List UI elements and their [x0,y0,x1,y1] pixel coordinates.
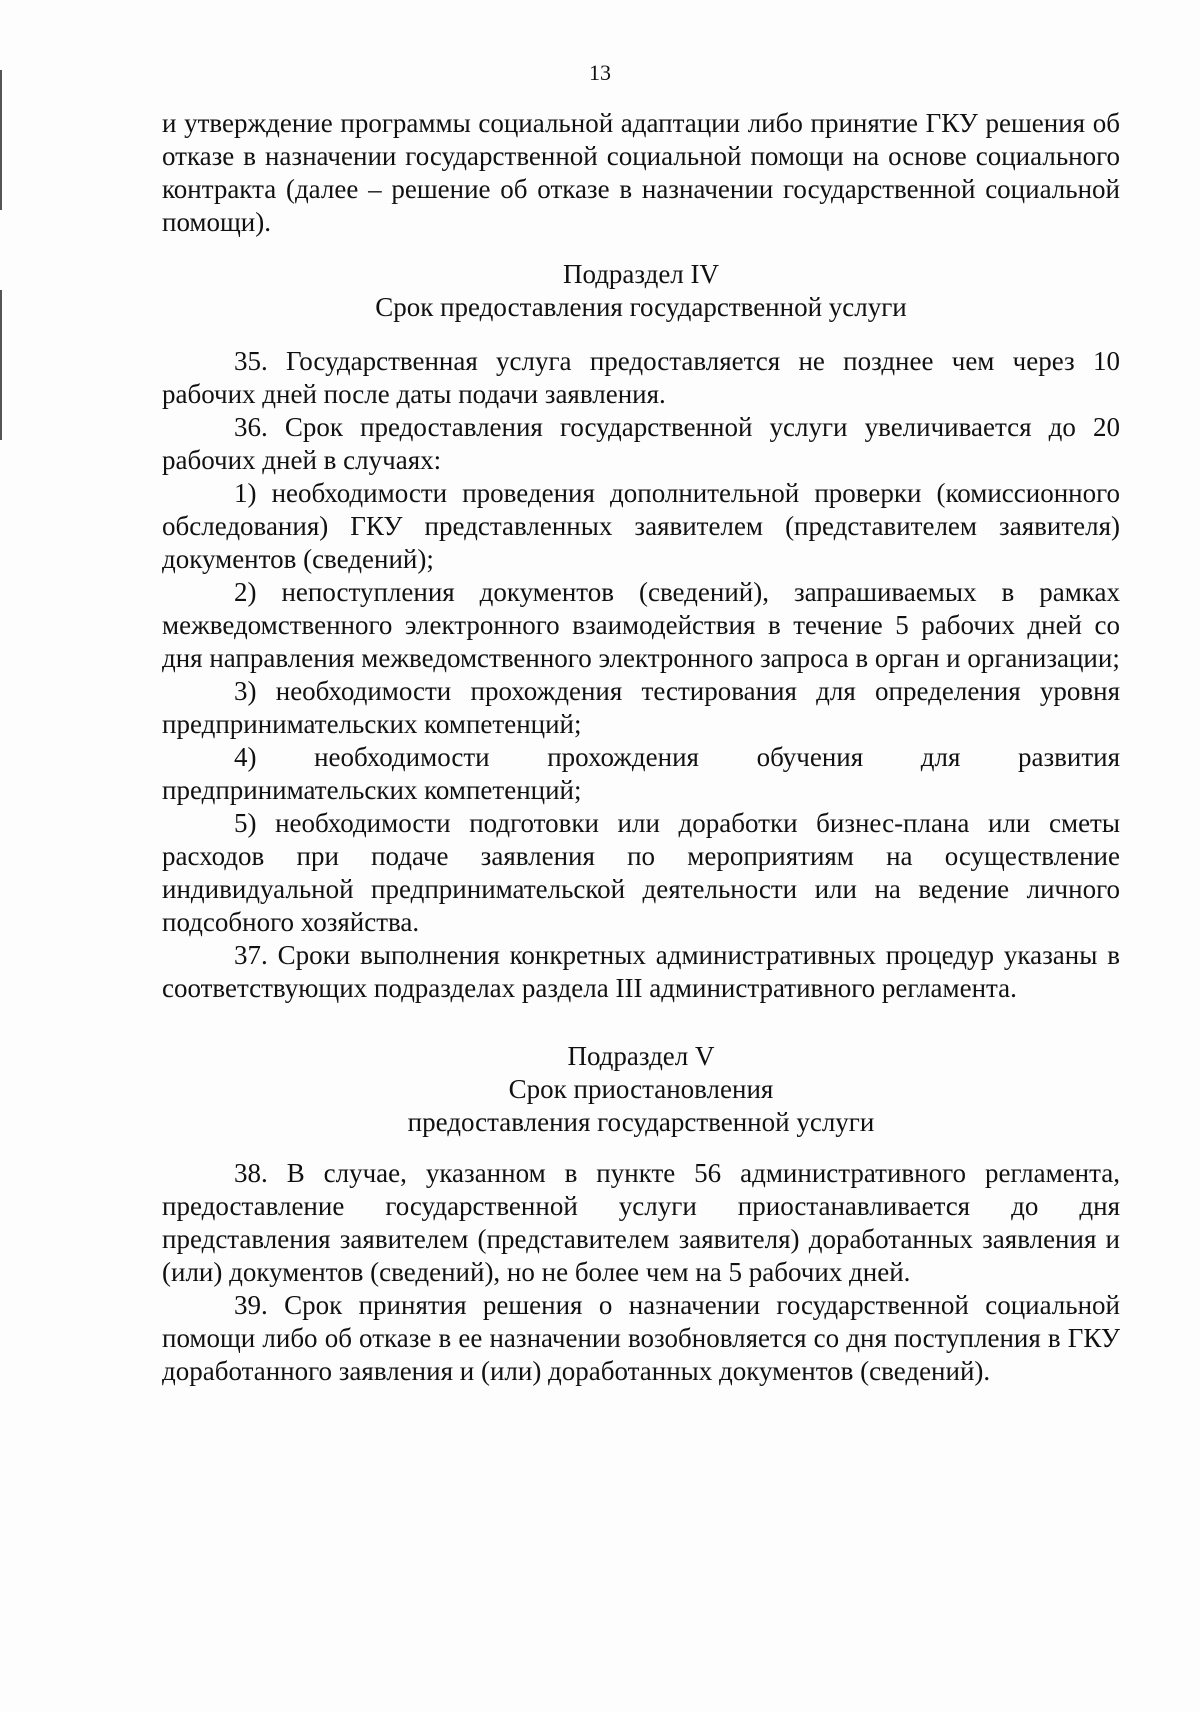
section-4-body [162,345,1120,1005]
list-item-5: 5) необходимости подготовки или доработки бизнес-плана или сметы расходов при подаче заявления по мероприятиям на осуществление индивидуальной предпринимательской деятельности или на ведение личного подсобного хозяйства. [162,808,1120,937]
list-item-1: 1) необходимости проведения дополнительной проверки (комиссионного обследования) ГКУ представленных заявителем (представителем заявителя) документов (сведений); [162,478,1120,574]
page-number: 13 [589,60,611,85]
list-item-3: 3) необходимости прохождения тестирования для определения уровня предпринимательских компетенций; [162,676,1120,739]
scan-edge-mark [0,70,2,210]
section-5-heading [162,1040,1120,1139]
paragraph-36: 36. Срок предоставления государственной услуги увеличивается до 20 рабочих дней в случаях: [162,412,1120,475]
scan-edge-mark [0,290,2,440]
section-4-heading [162,258,1120,324]
paragraph-38: 38. В случае, указанном в пункте 56 административного регламента, предоставление государственной услуги приостанавливается до дня представления заявителем (представителем заявителя) доработанных заявления и (или) документов (сведений), но не более чем на 5 рабочих дней. [162,1158,1120,1287]
paragraph-39: 39. Срок принятия решения о назначении государственной социальной помощи либо об отказе в ее назначении возобновляется со дня поступления в ГКУ доработанного заявления и (или) доработанных документов (сведений). [162,1290,1120,1386]
paragraph-35: 35. Государственная услуга предоставляется не позднее чем через 10 рабочих дней после даты подачи заявления. [162,346,1120,409]
section-4-title: Подраздел IV [562,259,720,289]
section-4-subtitle: Срок предоставления государственной услуги [375,292,907,322]
paragraph-37: 37. Сроки выполнения конкретных административных процедур указаны в соответствующих подразделах раздела III административного регламента. [162,940,1120,1003]
intro-block [162,107,1120,239]
section-5-body [162,1157,1120,1388]
section-5-title: Подраздел V [567,1041,715,1071]
intro-paragraph: и утверждение программы социальной адаптации либо принятие ГКУ решения об отказе в назначении государственной социальной помощи на основе социального контракта (далее – решение об отказе в назначении государственной социальной помощи). [162,108,1120,237]
list-item-4: 4) необходимости прохождения обучения для развития предпринимательских компетенций; [162,742,1120,805]
section-5-subtitle-line-2: предоставления государственной услуги [407,1107,875,1137]
list-item-2: 2) непоступления документов (сведений), запрашиваемых в рамках межведомственного электронного взаимодействия в течение 5 рабочих дней со дня направления межведомственного электронного запроса в орган и организации; [162,577,1120,673]
section-5-subtitle-line-1: Срок приостановления [508,1074,774,1104]
